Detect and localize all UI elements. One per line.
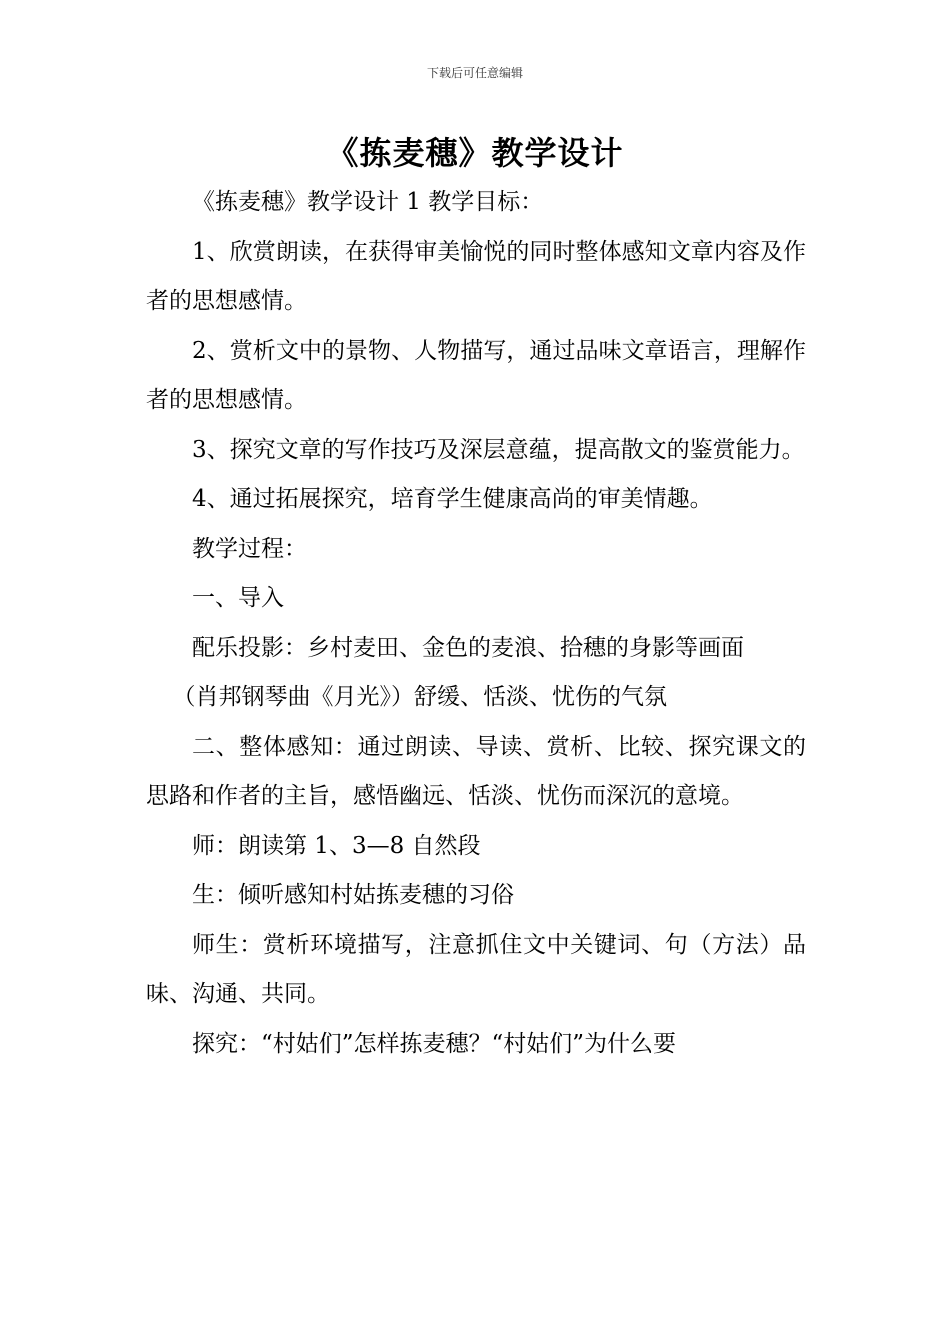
page-header: 下载后可任意编辑: [426, 66, 523, 80]
paragraph-2: 1、欣赏朗读，在获得审美愉悦的同时整体感知文章内容及作者的思想感情。: [146, 238, 806, 314]
paragraph-6: 教学过程：: [192, 535, 307, 562]
paragraph-5: 4、通过拓展探究，培育学生健康高尚的审美情趣。: [192, 486, 713, 512]
document-body: [146, 178, 806, 1069]
document-title: 《拣麦穗》教学设计: [326, 134, 624, 172]
paragraph-3: 2、赏析文中的景物、人物描写，通过品味文章语言，理解作者的思想感情。: [146, 337, 806, 413]
paragraph-1: 《拣麦穗》教学设计 1 教学目标：: [192, 189, 544, 215]
paragraph-7: 一、导入: [192, 585, 284, 611]
paragraph-9: （肖邦钢琴曲《月光》）舒缓、恬淡、忧伤的气氛: [172, 684, 667, 710]
paragraph-13: 师生：赏析环境描写，注意抓住文中关键词、句（方法）品味、沟通、共同。: [146, 931, 806, 1007]
paragraph-14: 探究：“村姑们”怎样拣麦穗？“村姑们”为什么要: [192, 1030, 677, 1057]
paragraph-11: 师：朗读第 1、3—8 自然段: [192, 832, 481, 859]
paragraph-4: 3、探究文章的写作技巧及深层意蕴，提高散文的鉴赏能力。: [192, 436, 805, 463]
paragraph-10: 二、整体感知：通过朗读、导读、赏析、比较、探究课文的思路和作者的主旨，感悟幽远、恬淡、忧伤而深沉的意境。: [146, 733, 806, 809]
paragraph-8: 配乐投影：乡村麦田、金色的麦浪、拾穗的身影等画面: [192, 634, 744, 661]
paragraph-12: 生：倾听感知村姑拣麦穗的习俗: [192, 882, 514, 908]
